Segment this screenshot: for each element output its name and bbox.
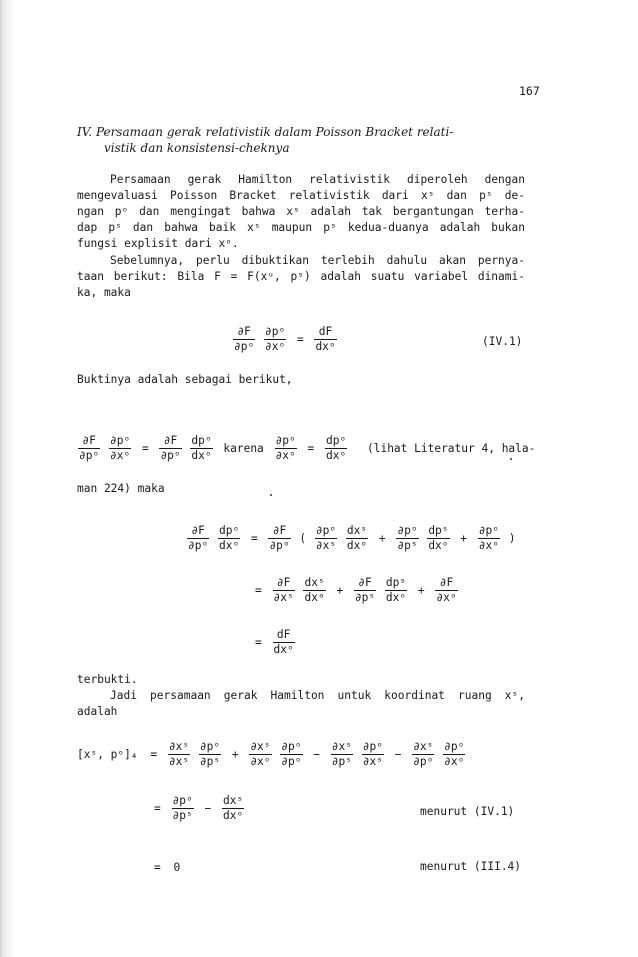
num: ∂F (354, 576, 376, 591)
num: ∂pᵒ (444, 740, 465, 753)
den: dxᵒ (222, 809, 244, 822)
den: ∂xˢ (315, 539, 337, 552)
poisson-bracket-label: [xˢ, pᵒ]₄ (77, 748, 138, 761)
para1-line2 (77, 188, 525, 203)
equals-sign: = (154, 802, 161, 815)
num: ∂xˢ (331, 740, 352, 753)
num: dpˢ (428, 524, 449, 537)
frac (168, 740, 190, 769)
den: ∂pˢ (331, 755, 352, 768)
plus-sign: + (417, 584, 425, 597)
equation-derivation-line1 (186, 524, 517, 553)
equation-result-line1 (154, 794, 245, 823)
scan-binding-edge (0, 0, 14, 957)
num: dF (273, 628, 295, 643)
num: ∂F (187, 524, 209, 539)
equation-tag-iv1: (IV.1) (482, 335, 523, 348)
plus-sign: + (231, 748, 239, 761)
num: dxˢ (222, 794, 244, 807)
frac (427, 524, 449, 553)
equals-sign: = (307, 442, 315, 455)
para2-line3: ka, maka (77, 286, 131, 299)
terbukti-text: terbukti. (77, 673, 138, 686)
num: ∂F (233, 325, 255, 340)
num: dpᵒ (326, 434, 347, 447)
para1-line4-text: dap pˢ dan bahwa baik xˢ maupun pˢ kedua-duanya adalah bukan (77, 221, 525, 234)
open-paren: ( (299, 532, 307, 545)
den: ∂pˢ (172, 809, 193, 822)
equals-sign: = (154, 860, 161, 874)
frac (264, 325, 286, 354)
den: dxᵒ (191, 449, 212, 462)
minus-sign: − (394, 748, 402, 761)
frac (233, 325, 255, 354)
reference-iii4: menurut (III.4) (420, 860, 522, 873)
frac (331, 740, 353, 769)
frac (109, 434, 131, 463)
den: dxᵒ (385, 591, 407, 604)
equals-sign: = (250, 532, 258, 545)
frac (412, 740, 434, 769)
num: dxˢ (304, 576, 325, 589)
para2-line2-text: taan berikut: Bila F = F(xᵘ, pˢ) adalah suatu variabel dinami- (77, 270, 525, 283)
equation-derivation-line2 (252, 576, 459, 605)
para2-line1 (110, 253, 525, 268)
literature-reference: (lihat Literatur 4, hala- (366, 442, 536, 455)
frac (303, 576, 325, 605)
equals-sign: = (255, 584, 262, 597)
minus-sign: − (313, 748, 320, 761)
den: ∂xᵒ (109, 449, 131, 462)
den: ∂pᵒ (160, 449, 181, 462)
num: dxˢ (346, 524, 368, 537)
frac (78, 434, 100, 463)
num: ∂xˢ (413, 740, 434, 753)
den: ∂pᵒ (281, 755, 302, 768)
den: ∂pˢ (199, 755, 221, 768)
frac (218, 524, 240, 553)
section-heading-line-2: vistik dan konsistensi-cheknya (104, 141, 290, 155)
num: ∂pᵒ (275, 434, 296, 447)
num: ∂F (435, 576, 457, 591)
num: ∂pᵒ (281, 740, 302, 753)
close-paren: ) (508, 532, 516, 545)
den: ∂xᵒ (275, 449, 296, 462)
para1-line1 (110, 172, 525, 187)
para1-line5: fungsi explisit dari xᵒ. (77, 237, 239, 250)
den: ∂pᵒ (188, 539, 209, 552)
ink-dot (270, 494, 272, 496)
minus-sign: − (204, 802, 212, 815)
frac (187, 524, 209, 553)
frac (275, 434, 297, 463)
equation-result-line2 (154, 860, 183, 874)
frac (325, 434, 347, 463)
frac (268, 524, 290, 553)
equals-sign: = (150, 748, 158, 761)
frac (273, 576, 295, 605)
den: ∂pᵒ (413, 755, 434, 768)
num: ∂pᵒ (199, 740, 221, 753)
frac (190, 434, 212, 463)
equation-derivation-line3 (252, 628, 296, 657)
num: ∂xˢ (250, 740, 271, 753)
den: ∂xᵒ (478, 539, 499, 552)
equals-sign: = (296, 333, 304, 346)
frac (222, 794, 244, 823)
proof-continuation: man 224) maka (77, 482, 165, 495)
reference-iv1: menurut (IV.1) (420, 805, 515, 818)
den: dxᵒ (346, 539, 368, 552)
den: dxᵒ (326, 449, 347, 462)
para2-line1-text: Sebelumnya, perlu dibuktikan terlebih dahulu akan pernya- (110, 254, 525, 267)
den: ∂xˢ (168, 755, 190, 768)
den: ∂xˢ (362, 755, 383, 768)
den: ∂xˢ (273, 591, 294, 604)
den: ∂xᵒ (264, 340, 286, 353)
frac (199, 740, 221, 769)
para2-line2 (77, 269, 525, 284)
para1-line4 (77, 220, 525, 235)
frac (346, 524, 368, 553)
den: ∂pᵒ (234, 340, 255, 353)
num: ∂xˢ (168, 740, 190, 753)
num: ∂F (273, 576, 295, 591)
num: ∂F (268, 524, 290, 539)
den: ∂pˢ (354, 591, 376, 604)
num: dpᵒ (191, 434, 212, 447)
frac (159, 434, 181, 463)
num: dpᵒ (218, 524, 240, 537)
para3-line1-text: Jadi persamaan gerak Hamilton untuk koordinat ruang xˢ, (110, 689, 525, 702)
plus-sign: + (378, 532, 386, 545)
num: ∂pᵒ (478, 524, 499, 537)
den: ∂xᵒ (444, 755, 465, 768)
den: dxᵒ (218, 539, 240, 552)
frac (435, 576, 457, 605)
num: ∂pᵒ (362, 740, 383, 753)
frac (273, 628, 295, 657)
para3-line2: adalah (77, 705, 118, 718)
equation-poisson-bracket (77, 740, 466, 769)
frac (172, 794, 194, 823)
den: ∂xᵒ (250, 755, 271, 768)
num: ∂pᵒ (172, 794, 193, 807)
frac (385, 576, 407, 605)
num: ∂F (159, 434, 181, 449)
para1-line2-text: mengevaluasi Poisson Bracket relativistik dari xˢ dan pˢ de- (77, 189, 525, 202)
den: ∂pˢ (397, 539, 418, 552)
equals-sign: = (141, 442, 149, 455)
section-heading-line-1: IV. Persamaan gerak relativistik dalam Poisson Bracket relati- (77, 125, 454, 139)
num: ∂pᵒ (264, 325, 286, 338)
den: ∂pᵒ (269, 539, 290, 552)
equation-iv1 (232, 325, 338, 354)
frac (354, 576, 376, 605)
para1-line3-text: ngan pᵒ dan mengingat bahwa xˢ adalah tak bergantungan terha- (77, 205, 525, 218)
num: dpˢ (385, 576, 407, 589)
den: dxᵒ (304, 591, 325, 604)
para1-line3 (77, 204, 525, 219)
den: dxᵒ (315, 340, 336, 353)
frac (280, 740, 302, 769)
result-value: 0 (173, 860, 181, 874)
plus-sign: + (460, 532, 468, 545)
ink-dot (510, 458, 512, 460)
frac (362, 740, 384, 769)
page-number: 167 (519, 84, 540, 98)
den: dxᵒ (273, 643, 294, 656)
frac (443, 740, 465, 769)
num: dF (314, 325, 336, 340)
den: ∂pᵒ (79, 449, 100, 462)
num: ∂F (78, 434, 100, 449)
num: ∂pᵒ (397, 524, 418, 537)
den: ∂xᵒ (436, 591, 457, 604)
proof-intro: Buktinya adalah sebagai berikut, (77, 373, 293, 386)
frac (314, 325, 336, 354)
frac (396, 524, 418, 553)
para3-line1 (110, 688, 525, 703)
num: ∂pᵒ (315, 524, 337, 537)
plus-sign: + (336, 584, 344, 597)
num: ∂pᵒ (109, 434, 131, 447)
karena-word: karena (223, 442, 264, 455)
frac (315, 524, 337, 553)
para1-line1-text: Persamaan gerak Hamilton relativistik diperoleh dengan (110, 173, 525, 186)
frac (249, 740, 271, 769)
equals-sign: = (255, 636, 262, 649)
frac (478, 524, 500, 553)
den: dxᵒ (428, 539, 449, 552)
equation-proof-line (77, 434, 538, 463)
